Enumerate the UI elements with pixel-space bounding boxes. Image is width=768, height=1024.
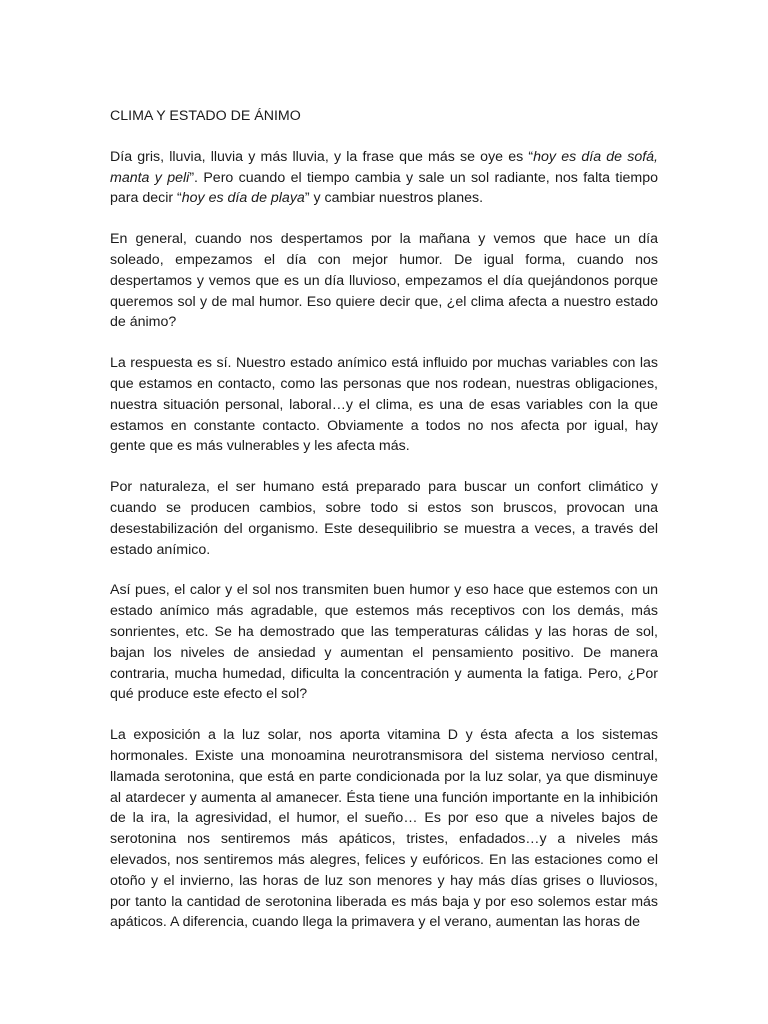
- paragraph-2: En general, cuando nos despertamos por la mañana y vemos que hace un día soleado, empezamos el día con mejor humor. De igual forma, cuando nos despertamos y vemos que es un día lluvioso, empezamos el día quejándonos porque queremos sol y de mal humor. Eso quiere decir que, ¿el clima afecta a nuestro estado de ánimo?: [110, 231, 658, 331]
- paragraph-5: Así pues, el calor y el sol nos transmiten buen humor y eso hace que estemos con un estado anímico más agradable, que estemos más receptivos con los demás, más sonrientes, etc. Se ha demostrado que las temperaturas cálidas y las horas de sol, bajan los niveles de ansiedad y aumentan el pensamiento positivo. De manera contraria, mucha humedad, dificulta la concentración y aumenta la fatiga. Pero, ¿Por qué produce este efecto el sol?: [110, 582, 658, 703]
- document-title: CLIMA Y ESTADO DE ÁNIMO: [110, 108, 301, 124]
- paragraph-4: Por naturaleza, el ser humano está preparado para buscar un confort climático y cuando se producen cambios, sobre todo si estos son bruscos, provocan una desestabilización del organismo. Este desequilibrio se muestra a veces, a través del estado anímico.: [110, 479, 658, 558]
- paragraph-6: La exposición a la luz solar, nos aporta vitamina D y ésta afecta a los sistemas hormonales. Existe una monoamina neurotransmisora del sistema nervioso central, llamada serotonina, que está en parte condicionada por la luz solar, ya que disminuye al atardecer y aumenta al amanecer. Ésta tiene una función importante en la inhibición de la ira, la agresividad, el humor, el sueño… Es por eso que a niveles bajos de serotonina nos sentiremos más apáticos, tristes, enfadados…y a niveles más elevados, nos sentiremos más alegres, felices y eufóricos. En las estaciones como el otoño y el invierno, las horas de luz son menores y hay más días grises o lluviosos, por tanto la cantidad de serotonina liberada es más baja y por eso solemos estar más apáticos. A diferencia, cuando llega la primavera y el verano, aumentan las horas de: [110, 727, 658, 931]
- paragraph-1-quote-playa: hoy es día de playa: [181, 190, 305, 207]
- paragraph-3: La respuesta es sí. Nuestro estado anímico está influido por muchas variables con las que estamos en contacto, como las personas que nos rodean, nuestras obligaciones, nuestra situación personal, laboral…y el clima, es una de esas variables con la que estamos en constante contacto. Obviamente a todos no nos afecta por igual, hay gente que es más vulnerables y les afecta más.: [110, 355, 658, 455]
- paragraph-1-text-a: Día gris, lluvia, lluvia y más lluvia, y la frase que más se oye es “: [110, 148, 534, 165]
- paragraph-1-text-e: ” y cambiar nuestros planes.: [304, 190, 484, 207]
- document-page: [110, 106, 658, 933]
- paragraph-1-text-c: ”. Pero cuando el tiempo cambia y sale un sol radiante, nos falta tiempo para decir “: [110, 169, 658, 207]
- paragraph-1: [110, 147, 658, 209]
- paragraph-1-quote-sofa: hoy es día de sofá, manta y peli: [110, 148, 658, 186]
